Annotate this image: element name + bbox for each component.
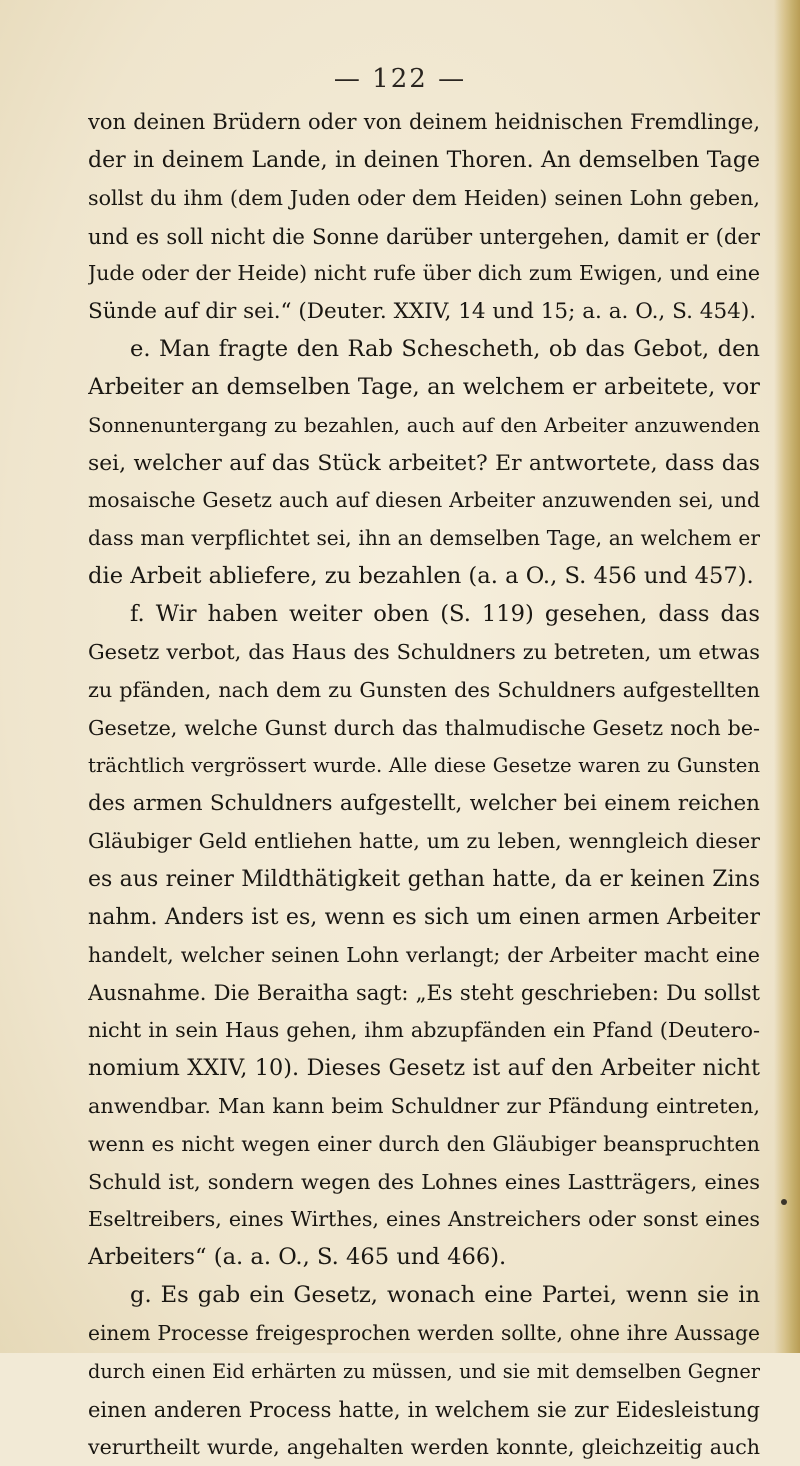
text-line: Jude oder der Heide) nicht rufe über dich zum Ewigen, und eine bbox=[88, 261, 760, 286]
text-line: zu pfänden, nach dem zu Gunsten des Schuldners aufgestellten bbox=[88, 677, 760, 702]
text-line: verurtheilt wurde, angehalten werden konnte, gleichzeitig auch bbox=[88, 1434, 760, 1459]
text-line: durch einen Eid erhärten zu müssen, und sie mit demselben Gegner bbox=[88, 1359, 760, 1383]
text-line: Arbeiters“ (a. a. O., S. 465 und 466). bbox=[88, 1244, 507, 1271]
text-line: sei, welcher auf das Stück arbeitet? Er antwortete, dass das bbox=[88, 450, 760, 476]
text-line: dass man verpflichtet sei, ihn an demselben Tage, an welchem er bbox=[88, 526, 760, 551]
text-line: nomium XXIV, 10). Dieses Gesetz ist auf den Arbeiter nicht bbox=[88, 1055, 760, 1082]
text-line: nicht in sein Haus gehen, ihm abzupfänden ein Pfand (Deutero- bbox=[88, 1018, 760, 1043]
text-line: wenn es nicht wegen einer durch den Gläubiger beanspruchten bbox=[88, 1131, 760, 1156]
text-line: des armen Schuldners aufgestellt, welcher bei einem reichen bbox=[88, 791, 760, 817]
text-line: Ausnahme. Die Beraitha sagt: „Es steht geschrieben: Du sollst bbox=[88, 980, 760, 1006]
text-line: handelt, welcher seinen Lohn verlangt; der Arbeiter macht eine bbox=[88, 942, 760, 967]
text-line: anwendbar. Man kann beim Schuldner zur Pfändung eintreten, bbox=[88, 1093, 760, 1118]
text-line: nahm. Anders ist es, wenn es sich um einen armen Arbeiter bbox=[88, 904, 760, 930]
paragraph-g-start: g. Es gab ein Gesetz, wonach eine Partei, wenn sie in bbox=[130, 1282, 760, 1309]
text-line: mosaische Gesetz auch auf diesen Arbeiter anzuwenden sei, und bbox=[88, 488, 760, 513]
text-line: Gläubiger Geld entliehen hatte, um zu leben, wenngleich dieser bbox=[88, 829, 760, 854]
paragraph-f-start: f. Wir haben weiter oben (S. 119) gesehen, dass das bbox=[130, 600, 760, 627]
text-line: Arbeiter an demselben Tage, an welchem er arbeitete, vor bbox=[88, 373, 760, 400]
text-line: Eseltreibers, eines Wirthes, eines Anstreichers oder sonst eines bbox=[88, 1207, 760, 1232]
text-line: Gesetz verbot, das Haus des Schuldners zu betreten, um etwas bbox=[88, 639, 760, 664]
page-edge-shadow bbox=[774, 0, 800, 1353]
text-line: einen anderen Process hatte, in welchem sie zur Eidesleistung bbox=[88, 1396, 760, 1422]
margin-dot-mark bbox=[781, 1199, 787, 1205]
text-line: trächtlich vergrössert wurde. Alle diese Gesetze waren zu Gunsten bbox=[88, 754, 760, 778]
text-line: es aus reiner Mildthätigkeit gethan hatte, da er keinen Zins bbox=[88, 866, 760, 892]
text-line: von deinen Brüdern oder von deinem heidnischen Fremdlinge, bbox=[88, 110, 760, 134]
text-line: einem Processe freigesprochen werden sollte, ohne ihre Aussage bbox=[88, 1321, 760, 1345]
body-text bbox=[88, 104, 760, 1466]
text-line: und es soll nicht die Sonne darüber untergehen, damit er (der bbox=[88, 223, 760, 249]
text-line: Gesetze, welche Gunst durch das thalmudische Gesetz noch be- bbox=[88, 715, 760, 740]
text-line: der in deinem Lande, in deinen Thoren. An demselben Tage bbox=[88, 147, 760, 173]
text-line: Sünde auf dir sei.“ (Deuter. XXIV, 14 und 15; a. a. O., S. 454). bbox=[88, 299, 757, 325]
page-number: — 122 — bbox=[333, 64, 467, 94]
text-line: Schuld ist, sondern wegen des Lohnes eines Lastträgers, eines bbox=[88, 1169, 760, 1194]
text-line: die Arbeit abliefere, zu bezahlen (a. a O., S. 456 und 457). bbox=[88, 563, 754, 590]
paragraph-e-start: e. Man fragte den Rab Schescheth, ob das Gebot, den bbox=[130, 336, 760, 363]
text-line: sollst du ihm (dem Juden oder dem Heiden) seinen Lohn geben, bbox=[88, 185, 760, 210]
text-line: Sonnenuntergang zu bezahlen, auch auf den Arbeiter anzuwenden bbox=[88, 413, 760, 437]
